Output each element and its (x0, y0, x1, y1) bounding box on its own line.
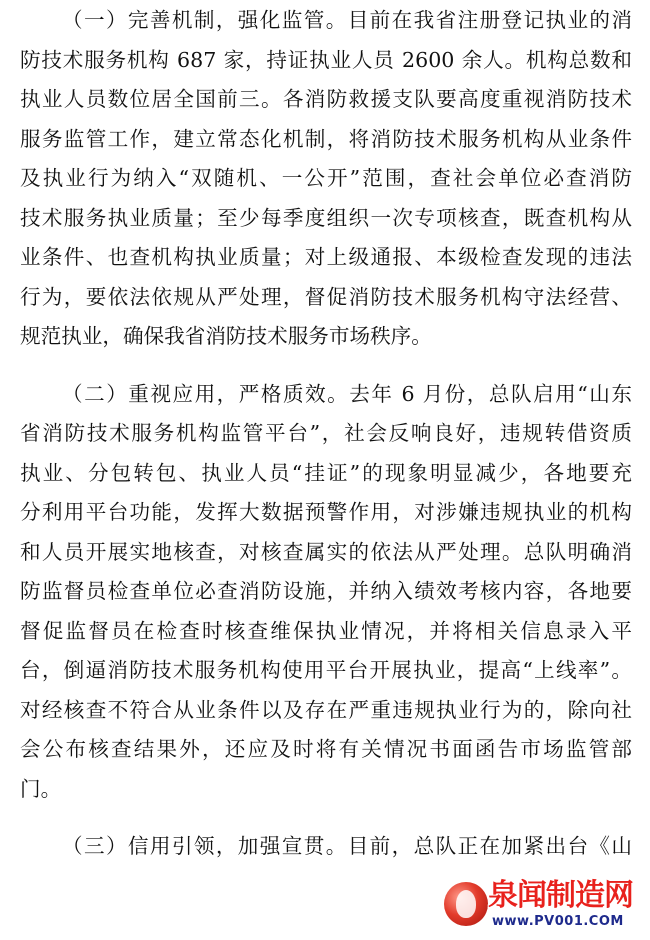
site-watermark (444, 878, 644, 936)
paragraph-1-line-5: 及执业行为纳入“双随机、一公开”范围，查社会单位必查消防 (20, 166, 632, 190)
paragraph-2-line-5: 和人员开展实地核查，对核查属实的依法从严处理。总队明确消 (20, 540, 632, 564)
paragraph-2-line-10: 会公布核查结果外，还应及时将有关情况书面函告市场监管部 (20, 737, 632, 761)
paragraph-1-line-4: 服务监管工作，建立常态化机制，将消防技术服务机构从业条件 (20, 127, 632, 151)
paragraph-2-line-11: 门。 (20, 777, 62, 801)
watermark-title: 泉闻制造网 (488, 878, 633, 913)
paragraph-2-line-9: 对经核查不符合从业条件以及存在严重违规执业行为的，除向社 (20, 698, 632, 722)
watermark-logo-icon (444, 882, 488, 926)
paragraph-1-line-3: 执业人员数位居全国前三。各消防救援支队要高度重视消防技术 (20, 87, 632, 111)
watermark-url: www.PV001.COM (492, 914, 624, 929)
paragraph-2-line-8: 台，倒逼消防技术服务机构使用平台开展执业，提高“上线率”。 (20, 658, 632, 682)
paragraph-2-line-7: 督促监督员在检查时核查维保执业情况，并将相关信息录入平 (20, 619, 632, 643)
paragraph-2-line-4: 分利用平台功能，发挥大数据预警作用，对涉嫌违规执业的机构 (20, 500, 632, 524)
paragraph-1-line-1: （一）完善机制，强化监管。目前在我省注册登记执业的消 (62, 8, 632, 32)
paragraph-1-line-2: 防技术服务机构 687 家，持证执业人员 2600 余人。机构总数和 (20, 48, 632, 72)
paragraph-2-line-1: （二）重视应用，严格质效。去年 6 月份，总队启用“山东 (62, 382, 632, 406)
paragraph-1-line-7: 业条件、也查机构执业质量；对上级通报、本级检查发现的违法 (20, 245, 632, 269)
paragraph-1-line-8: 行为，要依法依规从严处理，督促消防技术服务机构守法经营、 (20, 285, 632, 309)
paragraph-2-line-6: 防监督员检查单位必查消防设施，并纳入绩效考核内容，各地要 (20, 579, 632, 603)
paragraph-3-line-1: （三）信用引领，加强宣贯。目前，总队正在加紧出台《山 (62, 834, 632, 858)
paragraph-2-line-2: 省消防技术服务机构监管平台”，社会反响良好，违规转借资质 (20, 421, 632, 445)
paragraph-1-line-9: 规范执业，确保我省消防技术服务市场秩序。 (20, 324, 432, 348)
paragraph-1-line-6: 技术服务执业质量；至少每季度组织一次专项核查，既查机构从 (20, 206, 632, 230)
paragraph-2-line-3: 执业、分包转包、执业人员“挂证”的现象明显减少，各地要充 (20, 461, 632, 485)
